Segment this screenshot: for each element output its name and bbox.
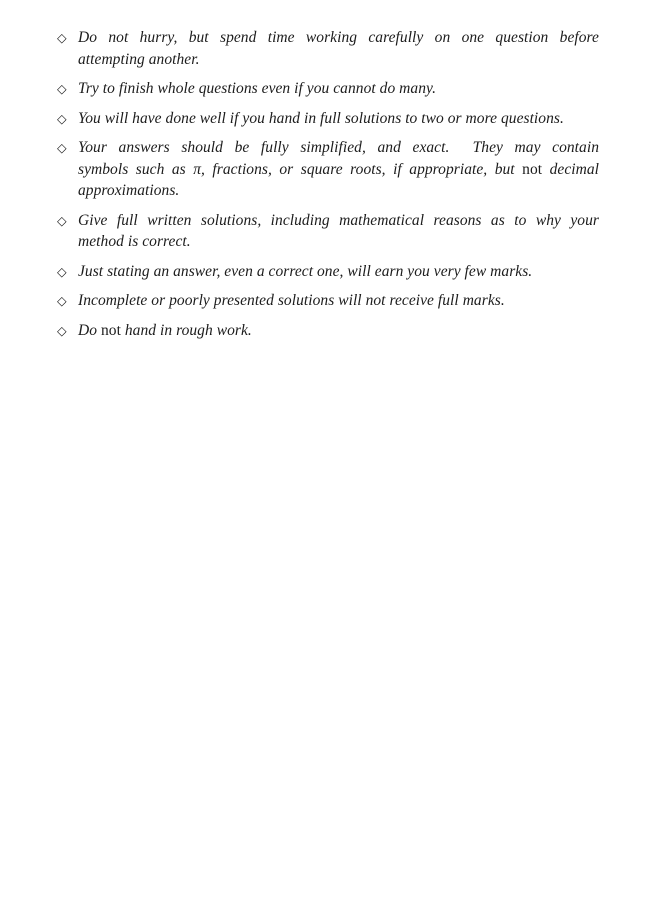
list-item <box>57 78 599 100</box>
italic-text: Try to finish whole questions even if you cannot do many. <box>78 80 437 97</box>
italic-text: Incomplete or poorly presented solutions will not receive full marks. <box>78 292 505 309</box>
list-item <box>57 137 599 202</box>
upright-emphasis-text: not <box>100 321 121 339</box>
diamond-bullet-icon: ◇ <box>57 263 67 279</box>
instruction-line <box>78 27 599 49</box>
italic-text: You will have done well if you hand in full solutions to two or more questions. <box>78 109 564 127</box>
instruction-line <box>78 210 599 232</box>
instruction-text <box>78 320 599 342</box>
diamond-bullet-icon: ◇ <box>57 322 67 338</box>
italic-text: hand in rough work. <box>120 321 252 339</box>
italic-text: Do <box>78 321 101 339</box>
instruction-text <box>78 290 599 312</box>
diamond-bullet-icon: ◇ <box>57 30 67 45</box>
instruction-line <box>78 78 599 100</box>
instruction-line <box>78 137 599 159</box>
list-item <box>57 261 599 283</box>
italic-text: Do not hurry, but spend time working carefully on one question before <box>78 29 599 46</box>
diamond-bullet-icon: ◇ <box>57 140 67 155</box>
italic-text: symbols such as π, fractions, or square roots, if appropriate, but <box>78 160 523 178</box>
diamond-bullet-icon: ◇ <box>57 81 67 96</box>
italic-text: attempting another. <box>78 50 200 68</box>
list-item <box>57 27 599 70</box>
italic-text: decimal <box>542 160 599 178</box>
instruction-text <box>78 210 599 253</box>
list-item <box>57 320 599 342</box>
instruction-text <box>78 78 599 100</box>
instruction-line <box>78 180 599 202</box>
diamond-bullet-icon: ◇ <box>57 110 67 126</box>
instruction-text <box>78 137 599 202</box>
italic-text: method is correct. <box>78 233 191 250</box>
instruction-line <box>78 49 599 71</box>
instruction-line <box>78 290 599 312</box>
upright-emphasis-text: not <box>522 160 543 178</box>
diamond-bullet-icon: ◇ <box>57 212 67 228</box>
instruction-text <box>78 27 599 70</box>
instruction-line <box>78 159 599 181</box>
italic-text: Just stating an answer, even a correct one, will earn you very few marks. <box>78 262 533 280</box>
italic-text: approximations. <box>78 182 180 199</box>
list-item <box>57 108 599 130</box>
list-item <box>57 290 599 312</box>
instructions-list <box>57 27 599 349</box>
instruction-text <box>78 261 599 283</box>
italic-text: Your answers should be fully simplified, and exact. They may contain <box>78 139 599 156</box>
list-item <box>57 210 599 253</box>
instruction-line <box>78 320 599 342</box>
diamond-bullet-icon: ◇ <box>57 293 67 308</box>
instruction-line <box>78 231 599 253</box>
instruction-line <box>78 108 599 130</box>
italic-text: Give full written solutions, including mathematical reasons as to why your <box>78 211 599 229</box>
instruction-text <box>78 108 599 130</box>
instruction-line <box>78 261 599 283</box>
